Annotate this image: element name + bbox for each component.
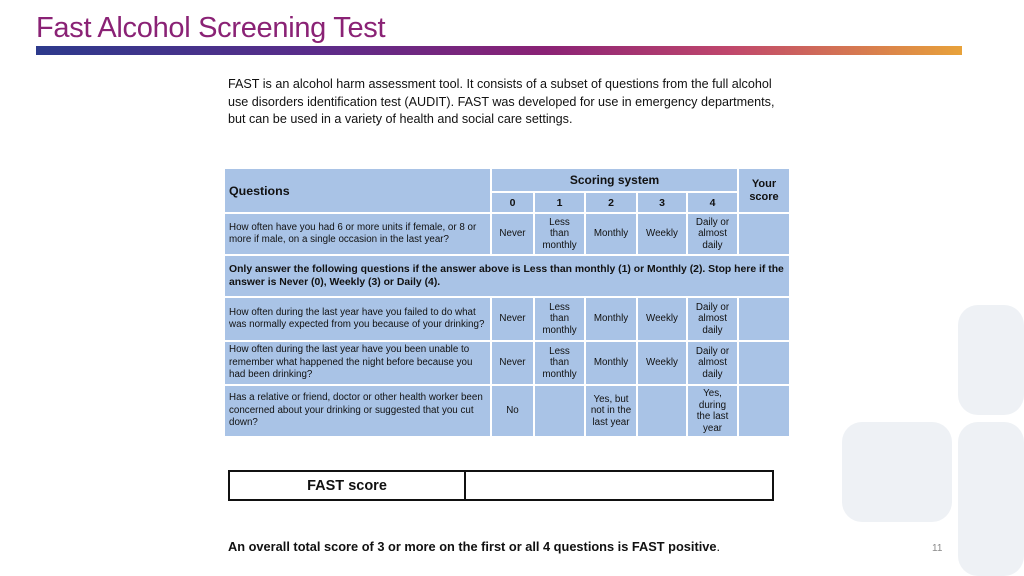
background-decoration-top [958, 305, 1024, 415]
scoring-system-header: Scoring system [491, 168, 738, 192]
your-score-header: Your score [738, 168, 790, 213]
option-cell: Yes, but not in the last year [585, 385, 637, 437]
option-cell: Monthly [585, 297, 637, 341]
option-cell: Weekly [637, 297, 687, 341]
option-cell: Never [491, 297, 534, 341]
question-4: Has a relative or friend, doctor or other health worker been concerned about your drinking or suggested that you cut down? [224, 385, 491, 437]
option-cell [637, 385, 687, 437]
score-1: 1 [534, 192, 585, 213]
fast-score-label: FAST score [229, 471, 465, 500]
option-cell: Never [491, 213, 534, 255]
your-score-cell[interactable] [738, 297, 790, 341]
table-row [224, 341, 790, 385]
instruction-row [224, 255, 790, 297]
your-score-cell[interactable] [738, 341, 790, 385]
fast-questionnaire-table [223, 167, 791, 438]
question-1: How often have you had 6 or more units if female, or 8 or more if male, on a single occasion in the last year? [224, 213, 491, 255]
instruction-text: Only answer the following questions if the answer above is Less than monthly (1) or Monthly (2). Stop here if the answer is Never (0), Weekly (3) or Daily (4). [224, 255, 790, 297]
option-cell: Weekly [637, 213, 687, 255]
your-score-cell[interactable] [738, 385, 790, 437]
option-cell: Daily or almost daily [687, 213, 738, 255]
option-cell: Weekly [637, 341, 687, 385]
option-cell: Less than monthly [534, 213, 585, 255]
footer-period: . [716, 539, 721, 554]
option-cell: No [491, 385, 534, 437]
table-row [224, 385, 790, 437]
score-3: 3 [637, 192, 687, 213]
your-score-cell[interactable] [738, 213, 790, 255]
option-cell: Less than monthly [534, 297, 585, 341]
option-cell: Daily or almost daily [687, 341, 738, 385]
background-decoration-bottom [958, 422, 1024, 576]
option-cell [534, 385, 585, 437]
score-0: 0 [491, 192, 534, 213]
score-2: 2 [585, 192, 637, 213]
option-cell: Daily or almost daily [687, 297, 738, 341]
option-cell: Never [491, 341, 534, 385]
fast-score-box [228, 470, 774, 501]
table-row [224, 297, 790, 341]
intro-paragraph: FAST is an alcohol harm assessment tool. It consists of a subset of questions from the full alcohol use disorders identification test (AUDIT). FAST was developed for use in emergency departments, but can be used in a variety of health and social care settings. [228, 77, 775, 127]
option-cell: Monthly [585, 341, 637, 385]
fast-score-input[interactable] [465, 471, 773, 500]
option-cell: Yes, during the last year [687, 385, 738, 437]
background-decoration-middle [842, 422, 952, 522]
footer-text: An overall total score of 3 or more on the first or all 4 questions is FAST positive [228, 539, 717, 554]
footer-note [228, 538, 768, 556]
title-underline [36, 46, 962, 55]
question-3: How often during the last year have you been unable to remember what happened the night before because you had been drinking? [224, 341, 491, 385]
slide-title: Fast Alcohol Screening Test [36, 12, 386, 44]
option-cell: Monthly [585, 213, 637, 255]
option-cell: Less than monthly [534, 341, 585, 385]
question-2: How often during the last year have you failed to do what was normally expected from you because of your drinking? [224, 297, 491, 341]
score-4: 4 [687, 192, 738, 213]
table-header-row [224, 168, 790, 192]
questions-header: Questions [224, 168, 491, 213]
table-row [224, 213, 790, 255]
page-number: 11 [932, 543, 943, 554]
